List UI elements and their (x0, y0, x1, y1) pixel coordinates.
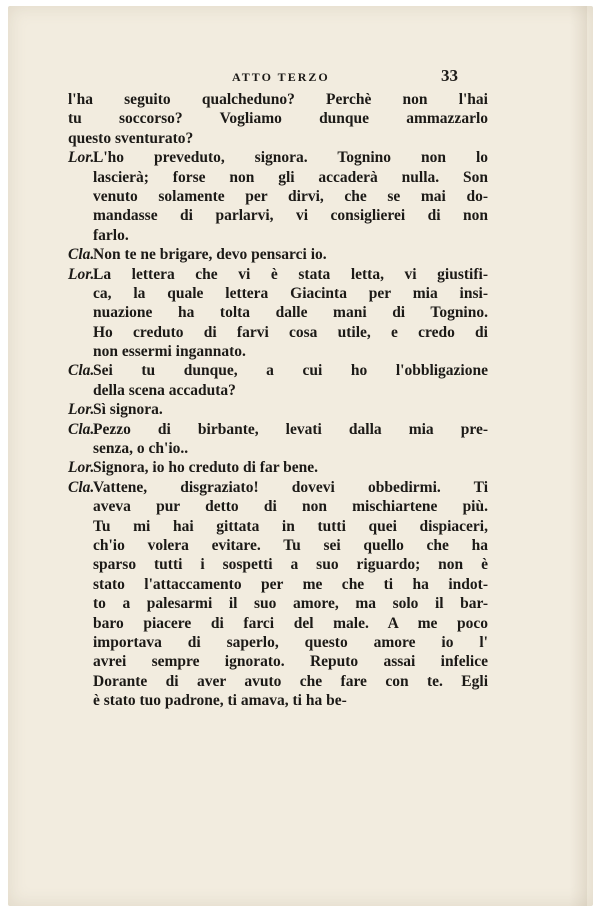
text-line: sparso tutti i sospetti a suo riguardo; non è (93, 556, 488, 574)
running-head (8, 66, 593, 86)
speaker-name: Lor. (68, 459, 95, 477)
page-number: 33 (441, 66, 458, 85)
text-line: nuazione ha tolta dalle mani di Tognino. (93, 304, 488, 322)
text-line: venuto solamente per dirvi, che se mai do- (93, 187, 488, 205)
continuation-paragraph (68, 90, 488, 148)
speaker-name: Lor. (68, 265, 95, 283)
speaker-name: Lor. (68, 149, 95, 167)
text-line: senza, o ch'io.. (93, 440, 189, 458)
text-line: L'ho preveduto, signora. Tognino non lo (93, 149, 488, 167)
speaker-name: Cla. (68, 246, 95, 264)
text-line: Dorante di aver avuto che fare con te. Egli (93, 672, 488, 690)
text-line: ch'io volera evitare. Tu sei quello che ha (93, 536, 488, 554)
page-edge-shadow (569, 6, 587, 906)
text-line: lascierà; forse non gli accaderà nulla. Son (93, 168, 488, 186)
text-line: non essermi ingannato. (93, 343, 246, 361)
text-line: Signora, io ho creduto di far bene. (93, 459, 319, 477)
text-line: questo sventurato? (68, 129, 194, 147)
text-line: Ho creduto di farvi cosa utile, e credo di (93, 323, 488, 341)
dialogue-paragraph (68, 148, 488, 245)
text-line: Tu mi hai gittata in tutti quei dispiaceri, (93, 517, 488, 535)
text-line: La lettera che vi è stata letta, vi giustifi- (93, 265, 488, 283)
text-line: to a palesarmi il suo amore, ma solo il bar- (93, 595, 488, 613)
text-line: mandasse di parlarvi, vi consiglierei di non (93, 207, 488, 225)
running-title: ATTO TERZO (232, 70, 330, 84)
speaker-name: Cla. (68, 362, 95, 380)
dialogue-paragraph (68, 361, 488, 400)
dialogue-paragraph (68, 265, 488, 362)
text-line: Non te ne brigare, devo pensarci io. (93, 246, 327, 264)
speaker-name: Cla. (68, 420, 95, 438)
text-line: è stato tuo padrone, ti amava, ti ha be- (93, 692, 347, 710)
text-line: della scena accaduta? (93, 381, 236, 399)
text-line: Sei tu dunque, a cui ho l'obbligazione (93, 362, 488, 380)
text-line: importava di saperlo, questo amore io l' (93, 633, 488, 651)
text-line: ca, la quale lettera Giacinta per mia insi- (93, 284, 488, 302)
text-line: tu soccorso? Vogliamo dunque ammazzarlo (68, 110, 488, 128)
text-line: aveva pur detto di non mischiartene più. (93, 498, 488, 516)
text-line: baro piacere di farci del male. A me poco (93, 614, 488, 632)
text-body (68, 90, 488, 711)
speaker-name: Lor. (68, 401, 95, 419)
dialogue-paragraph (68, 420, 488, 459)
text-line: Vattene, disgraziato! dovevi obbedirmi. Ti (93, 478, 488, 496)
text-line: Pezzo di birbante, levati dalla mia pre- (93, 420, 488, 438)
text-line: avrei sempre ignorato. Reputo assai infelice (93, 653, 488, 671)
book-page (8, 6, 593, 906)
text-line: stato l'attaccamento per me che ti ha indot- (93, 575, 488, 593)
speaker-name: Cla. (68, 478, 95, 496)
dialogue-paragraph (68, 478, 488, 711)
text-line: l'ha seguito qualcheduno? Perchè non l'hai (68, 91, 488, 108)
dialogue-paragraph (68, 400, 488, 419)
text-line: farlo. (93, 226, 129, 244)
text-line: Sì signora. (93, 401, 163, 419)
dialogue-paragraph (68, 245, 488, 264)
dialogue-paragraph (68, 458, 488, 477)
